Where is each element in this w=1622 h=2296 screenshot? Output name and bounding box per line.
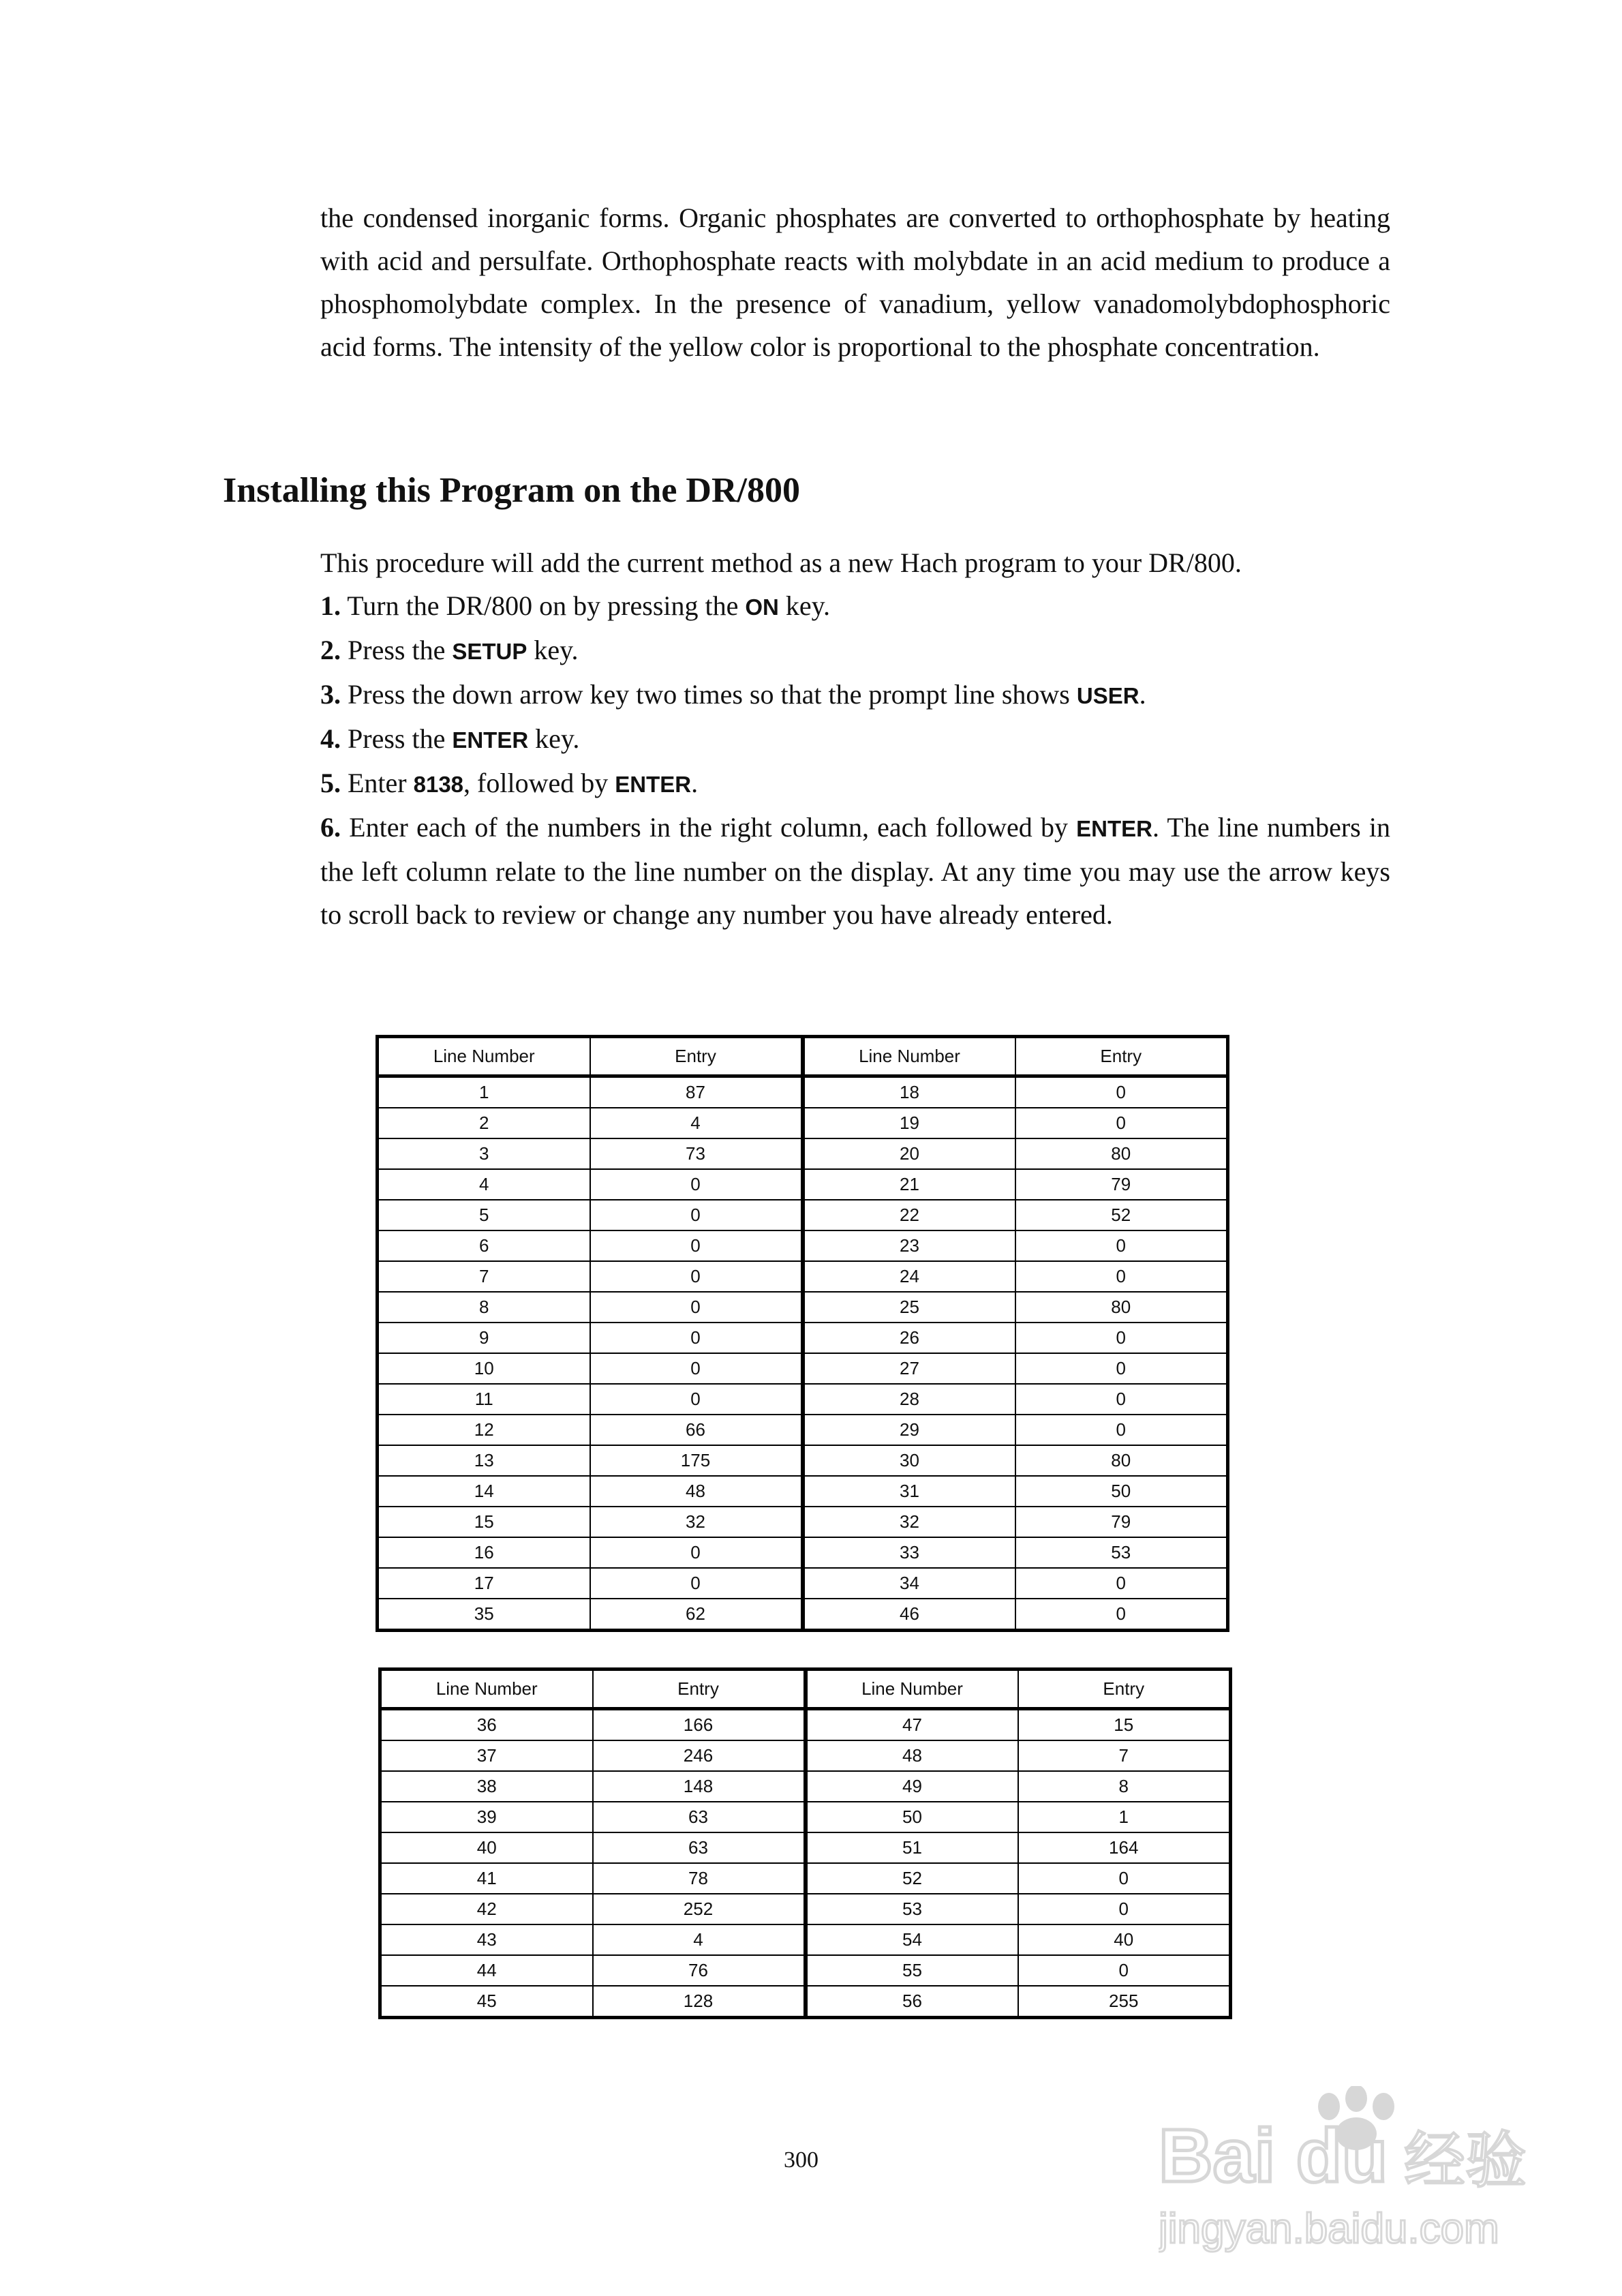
entry-cell: 76 [593,1955,806,1986]
table-row [378,1537,1228,1568]
header-line-number: Line Number [380,1670,593,1709]
table-row [378,1568,1228,1599]
table-row [380,1832,1231,1863]
line-number-cell: 7 [378,1261,590,1292]
key-label: ENTER [1076,816,1152,841]
entry-cell: 32 [590,1507,803,1537]
step-6: 6. Enter each of the numbers in the right column, each followed by ENTER. The line numbers in the left column relate to the line number on the display. At any time you may use the arrow keys to scroll back to review or change any number you have already entered. [320,812,1391,930]
header-entry: Entry [1018,1670,1231,1709]
line-number-cell: 52 [806,1863,1018,1894]
line-number-cell: 23 [803,1230,1015,1261]
entry-cell: 0 [590,1537,803,1568]
line-number-cell: 31 [803,1476,1015,1507]
line-number-cell: 33 [803,1537,1015,1568]
table-row [378,1384,1228,1415]
table-row [378,1230,1228,1261]
entry-cell: 0 [1018,1894,1231,1924]
table-row [378,1108,1228,1138]
key-label: ON [745,594,779,620]
procedure-steps [320,541,1390,936]
line-number-cell: 11 [378,1384,590,1415]
line-number-cell: 3 [378,1138,590,1169]
key-label: SETUP [452,639,527,664]
table-row [378,1169,1228,1200]
watermark-url: jingyan.baidu.com [1159,2205,1499,2252]
intro-text: the condensed inorganic forms. Organic phosphates are converted to orthophosphate by heating with acid and persulfate. Orthophosphate reacts with molybdate in an acid medium to produce a phosphomolybdate complex. In the presence of vanadium, yellow vanadomolybdophosphoric acid forms. The intensity of the yellow color is proportional to the phosphate concentration. [320,202,1390,362]
line-number-cell: 41 [380,1863,593,1894]
entry-cell: 128 [593,1986,806,2018]
line-number-cell: 2 [378,1108,590,1138]
line-number-cell: 9 [378,1323,590,1353]
entry-table-1 [376,1035,1229,1632]
entry-cell: 0 [1015,1230,1228,1261]
table-row [378,1200,1228,1230]
line-number-cell: 54 [806,1924,1018,1955]
entry-cell: 0 [590,1568,803,1599]
line-number-cell: 45 [380,1986,593,2018]
section-heading: Installing this Program on the DR/800 [223,471,800,510]
entry-cell: 50 [1015,1476,1228,1507]
entry-cell: 0 [590,1200,803,1230]
step-3: 3. Press the down arrow key two times so that the prompt line shows USER. [320,679,1146,710]
table-row [378,1599,1228,1631]
entry-cell: 40 [1018,1924,1231,1955]
line-number-cell: 38 [380,1771,593,1802]
line-number-cell: 42 [380,1894,593,1924]
entry-cell: 62 [590,1599,803,1631]
entry-cell: 0 [1015,1568,1228,1599]
watermark-brand: Bai du [1159,2114,1388,2198]
entry-cell: 4 [593,1924,806,1955]
entry-cell: 0 [590,1323,803,1353]
line-number-cell: 43 [380,1924,593,1955]
line-number-cell: 37 [380,1740,593,1771]
line-number-cell: 36 [380,1709,593,1741]
line-number-cell: 35 [378,1599,590,1631]
entry-cell: 0 [1015,1261,1228,1292]
entry-cell: 80 [1015,1138,1228,1169]
table-row [378,1076,1228,1108]
entry-cell: 53 [1015,1537,1228,1568]
baidu-jingyan-watermark [1159,2086,1567,2263]
entry-cell: 0 [1015,1323,1228,1353]
key-label: 8138 [413,772,464,797]
entry-cell: 0 [1015,1353,1228,1384]
line-number-cell: 30 [803,1445,1015,1476]
entry-table-2 [378,1667,1232,2019]
entry-cell: 63 [593,1802,806,1832]
table-row [378,1445,1228,1476]
line-number-cell: 21 [803,1169,1015,1200]
entry-cell: 175 [590,1445,803,1476]
key-label: ENTER [452,727,529,753]
entry-cell: 0 [1015,1384,1228,1415]
table-row [380,1771,1231,1802]
line-number-cell: 56 [806,1986,1018,2018]
header-line-number: Line Number [378,1037,590,1076]
entry-cell: 8 [1018,1771,1231,1802]
line-number-cell: 6 [378,1230,590,1261]
entry-cell: 148 [593,1771,806,1802]
table-row [378,1292,1228,1323]
entry-cell: 0 [590,1292,803,1323]
line-number-cell: 49 [806,1771,1018,1802]
line-number-cell: 34 [803,1568,1015,1599]
page-number: 300 [784,2147,818,2173]
entry-cell: 78 [593,1863,806,1894]
watermark-cn: 经验 [1404,2125,1527,2196]
table-row [380,1863,1231,1894]
header-line-number: Line Number [803,1037,1015,1076]
table-row [378,1261,1228,1292]
line-number-cell: 50 [806,1802,1018,1832]
entry-cell: 80 [1015,1445,1228,1476]
table-row [380,1894,1231,1924]
step-2: 2. Press the SETUP key. [320,635,579,665]
line-number-cell: 18 [803,1076,1015,1108]
line-number-cell: 8 [378,1292,590,1323]
entry-cell: 166 [593,1709,806,1741]
line-number-cell: 29 [803,1415,1015,1445]
table-row [380,1924,1231,1955]
entry-cell: 4 [590,1108,803,1138]
table-row [380,1986,1231,2018]
entry-cell: 48 [590,1476,803,1507]
entry-cell: 15 [1018,1709,1231,1741]
line-number-cell: 25 [803,1292,1015,1323]
line-number-cell: 53 [806,1894,1018,1924]
line-number-cell: 1 [378,1076,590,1108]
line-number-cell: 44 [380,1955,593,1986]
line-number-cell: 26 [803,1323,1015,1353]
entry-cell: 0 [590,1353,803,1384]
line-number-cell: 22 [803,1200,1015,1230]
line-number-cell: 5 [378,1200,590,1230]
step-1: 1. Turn the DR/800 on by pressing the ON key. [320,590,831,621]
table-row [380,1740,1231,1771]
line-number-cell: 10 [378,1353,590,1384]
entry-cell: 0 [1018,1955,1231,1986]
entry-cell: 7 [1018,1740,1231,1771]
entry-cell: 255 [1018,1986,1231,2018]
entry-cell: 0 [1015,1076,1228,1108]
line-number-cell: 12 [378,1415,590,1445]
entry-cell: 246 [593,1740,806,1771]
line-number-cell: 46 [803,1599,1015,1631]
entry-cell: 66 [590,1415,803,1445]
key-label: USER [1076,683,1139,708]
line-number-cell: 15 [378,1507,590,1537]
line-number-cell: 48 [806,1740,1018,1771]
line-number-cell: 14 [378,1476,590,1507]
line-number-cell: 32 [803,1507,1015,1537]
header-line-number: Line Number [806,1670,1018,1709]
line-number-cell: 17 [378,1568,590,1599]
line-number-cell: 19 [803,1108,1015,1138]
header-entry: Entry [590,1037,803,1076]
table-row [380,1709,1231,1741]
line-number-cell: 55 [806,1955,1018,1986]
entry-cell: 79 [1015,1169,1228,1200]
line-number-cell: 27 [803,1353,1015,1384]
entry-cell: 0 [1015,1599,1228,1631]
procedure-lead: This procedure will add the current method as a new Hach program to your DR/800. [320,547,1242,578]
entry-cell: 0 [590,1384,803,1415]
entry-cell: 73 [590,1138,803,1169]
entry-cell: 80 [1015,1292,1228,1323]
header-entry: Entry [1015,1037,1228,1076]
table-row [378,1507,1228,1537]
step-5: 5. Enter 8138, followed by ENTER. [320,768,699,798]
key-label: ENTER [615,772,692,797]
step-4: 4. Press the ENTER key. [320,723,580,754]
intro-paragraph [320,196,1390,368]
line-number-cell: 20 [803,1138,1015,1169]
table-row [380,1955,1231,1986]
entry-cell: 0 [590,1169,803,1200]
line-number-cell: 16 [378,1537,590,1568]
line-number-cell: 24 [803,1261,1015,1292]
entry-cell: 0 [590,1230,803,1261]
entry-cell: 52 [1015,1200,1228,1230]
entry-cell: 1 [1018,1802,1231,1832]
table-row [378,1138,1228,1169]
entry-cell: 0 [1018,1863,1231,1894]
line-number-cell: 40 [380,1832,593,1863]
line-number-cell: 13 [378,1445,590,1476]
entry-cell: 87 [590,1076,803,1108]
entry-cell: 0 [590,1261,803,1292]
entry-cell: 0 [1015,1108,1228,1138]
table-row [378,1415,1228,1445]
table-row [378,1353,1228,1384]
line-number-cell: 4 [378,1169,590,1200]
entry-cell: 79 [1015,1507,1228,1537]
line-number-cell: 28 [803,1384,1015,1415]
header-entry: Entry [593,1670,806,1709]
entry-cell: 252 [593,1894,806,1924]
line-number-cell: 47 [806,1709,1018,1741]
entry-cell: 0 [1015,1415,1228,1445]
table-row [378,1476,1228,1507]
table-row [378,1323,1228,1353]
entry-cell: 63 [593,1832,806,1863]
line-number-cell: 39 [380,1802,593,1832]
entry-cell: 164 [1018,1832,1231,1863]
line-number-cell: 51 [806,1832,1018,1863]
table-row [380,1802,1231,1832]
